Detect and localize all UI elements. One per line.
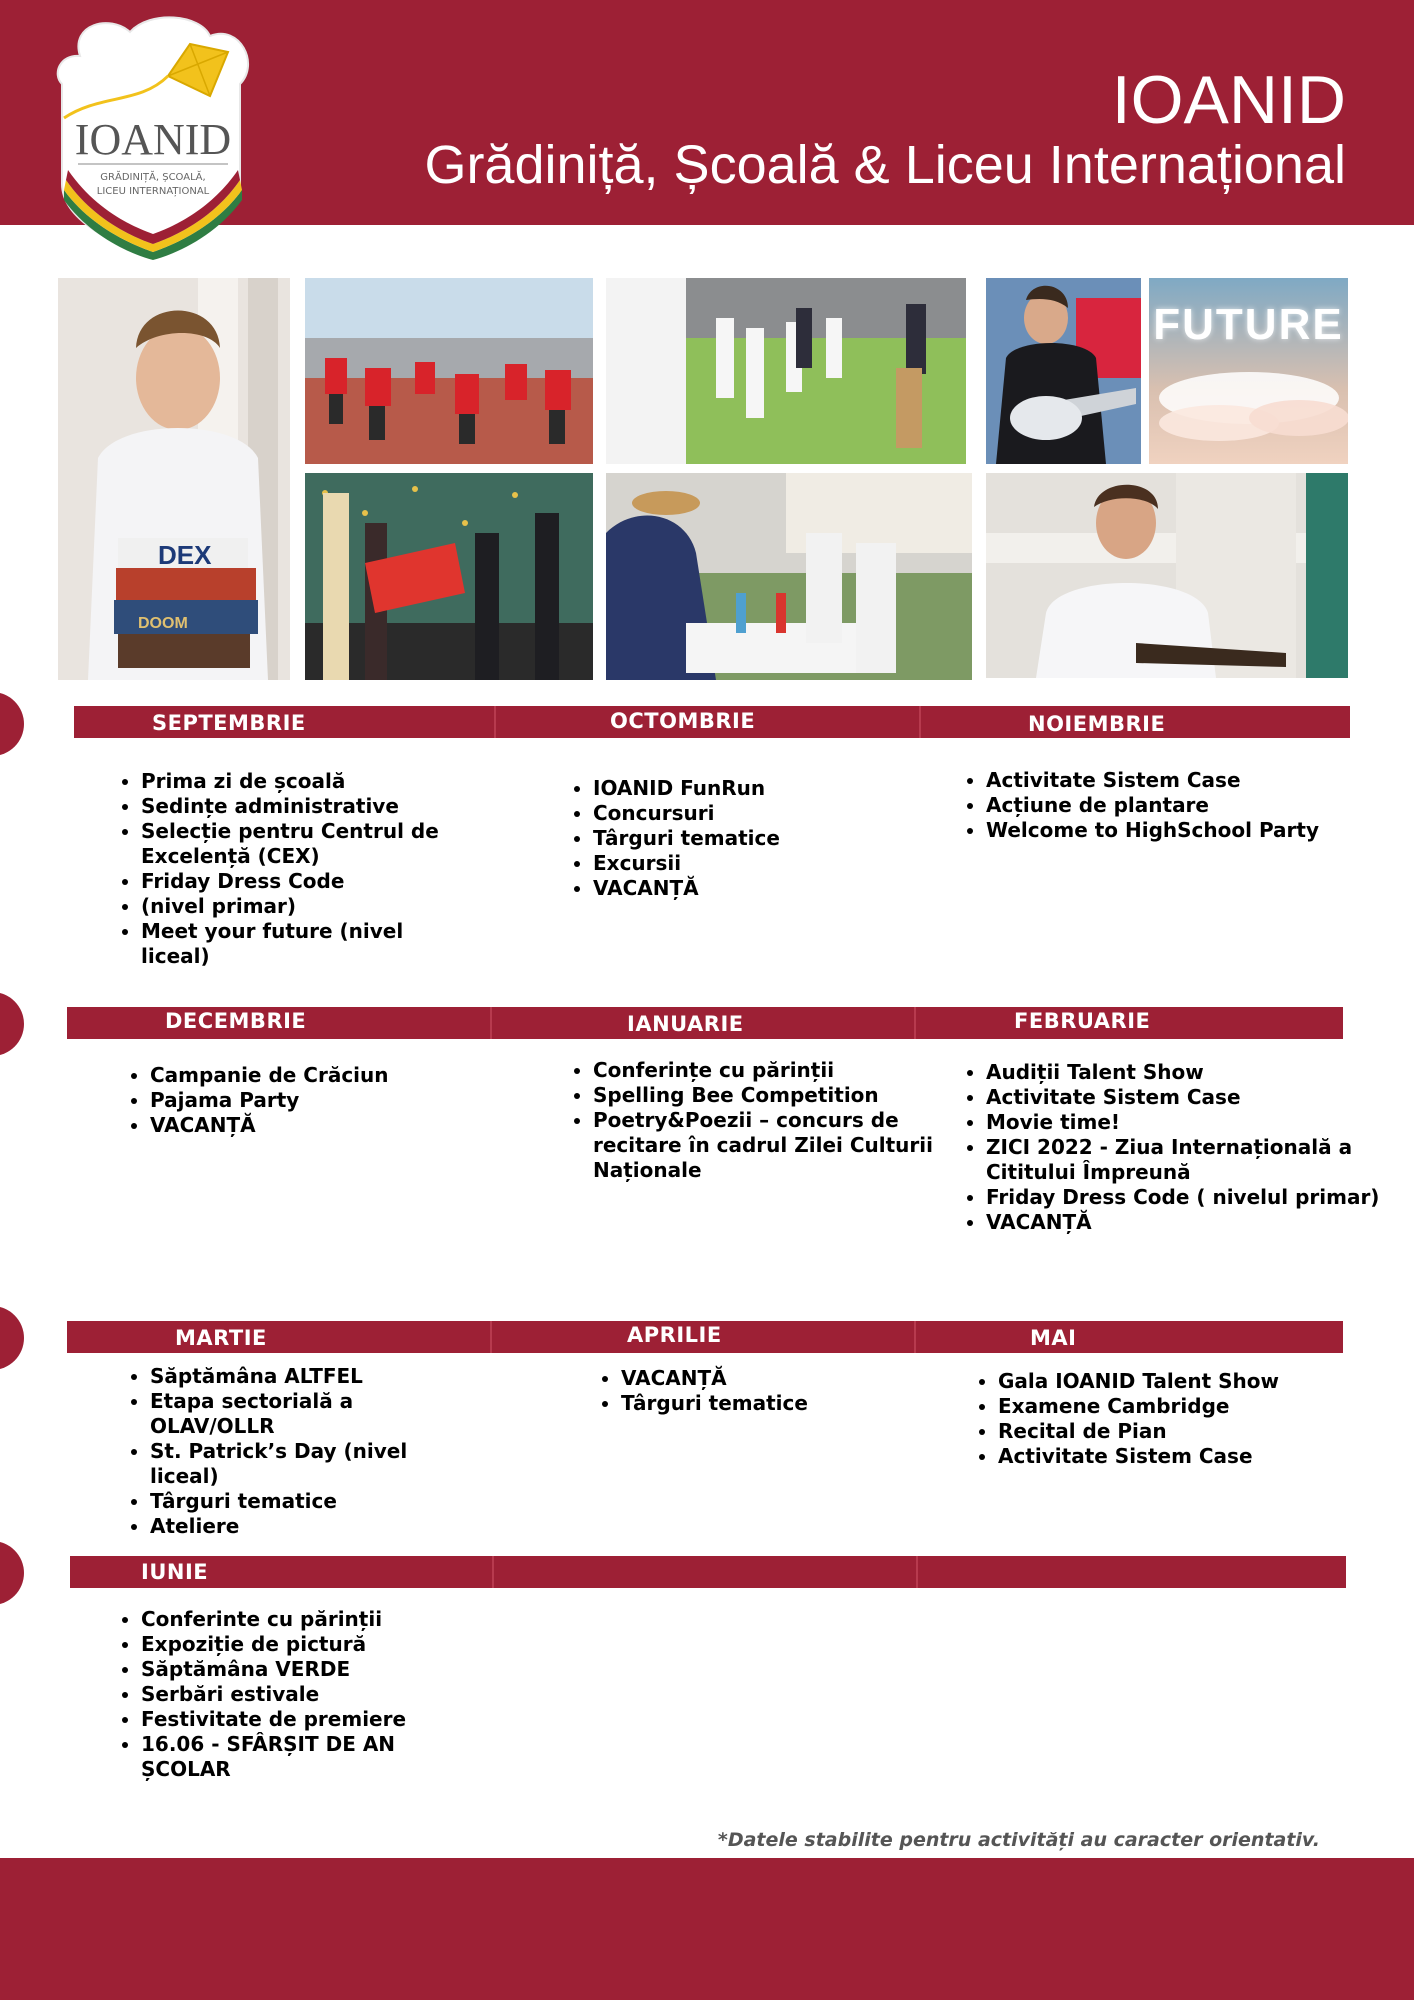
row-marker-3	[0, 1306, 24, 1370]
page-subtitle: Grădiniță, Școală & Liceu Internațional	[424, 135, 1346, 195]
month-label-decembrie: DECEMBRIE	[165, 1009, 307, 1033]
photo-teacher-guitar	[986, 473, 1348, 678]
activity-list-ianuarie	[565, 1058, 953, 1183]
list-item: • St. Patrick’s Day (nivel liceal)	[150, 1439, 470, 1489]
photo-science-fair	[606, 473, 972, 680]
list-item: • Săptămâna ALTFEL	[150, 1364, 470, 1389]
future-sign: FUTURE	[1153, 300, 1344, 349]
list-item: • Conferințe cu părinții	[593, 1058, 953, 1083]
activity-list-iunie	[113, 1607, 461, 1782]
book-label-dex: DEX	[158, 540, 212, 570]
photo-guitar	[986, 278, 1141, 464]
list-item: • Târguri tematice	[621, 1391, 941, 1416]
list-item: • VACANȚĂ	[593, 876, 953, 901]
row-marker-1	[0, 692, 24, 756]
list-item: • Activitate Sistem Case	[986, 768, 1386, 793]
activity-list-noiembrie	[958, 768, 1386, 843]
list-item: • Săptămâna VERDE	[141, 1657, 461, 1682]
list-item: • VACANȚĂ	[150, 1113, 490, 1138]
list-item: • Campanie de Crăciun	[150, 1063, 490, 1088]
list-item: • Movie time!	[986, 1110, 1386, 1135]
month-label-iunie: IUNIE	[141, 1560, 209, 1584]
list-item: • Examene Cambridge	[998, 1394, 1378, 1419]
list-item: • Gala IOANID Talent Show	[998, 1369, 1378, 1394]
school-logo	[50, 14, 256, 260]
list-item: • Conferinte cu părinții	[141, 1607, 461, 1632]
disclaimer-note: *Datele stabilite pentru activități au caracter orientativ.	[717, 1829, 1320, 1851]
row-marker-2	[0, 992, 24, 1056]
row-marker-4	[0, 1541, 24, 1605]
activity-list-mai	[970, 1369, 1378, 1469]
list-item: • Sedințe administrative	[141, 794, 461, 819]
photo-future-sky	[1149, 278, 1348, 464]
list-item: • Meet your future (nivel liceal)	[141, 919, 461, 969]
activity-list-decembrie	[122, 1063, 490, 1138]
list-item: • Serbări estivale	[141, 1682, 461, 1707]
activity-list-septembrie	[113, 769, 461, 969]
month-label-septembrie: SEPTEMBRIE	[152, 711, 306, 735]
list-item: • 16.06 - SFÂRȘIT DE AN ȘCOLAR	[141, 1732, 461, 1782]
footer-band	[0, 1858, 1414, 2000]
page-title: IOANID	[1111, 62, 1346, 138]
month-label-ianuarie: IANUARIE	[627, 1012, 744, 1036]
list-item: • Recital de Pian	[998, 1419, 1378, 1444]
list-item: • Etapa sectorială a OLAV/OLLR	[150, 1389, 470, 1439]
photo-stage-show	[305, 473, 593, 680]
activity-list-martie	[122, 1364, 470, 1539]
list-item: • VACANȚĂ	[621, 1366, 941, 1391]
activity-list-februarie	[958, 1060, 1386, 1235]
list-item: • IOANID FunRun	[593, 776, 953, 801]
list-item: • Concursuri	[593, 801, 953, 826]
svg-text:IOANID: IOANID	[74, 115, 232, 164]
list-item: • Poetry&Poezii – concurs de recitare în cadrul Zilei Culturii Naționale	[593, 1108, 953, 1183]
list-item: • Spelling Bee Competition	[593, 1083, 953, 1108]
photo-outdoor-circle	[606, 278, 966, 464]
month-label-martie: MARTIE	[175, 1326, 267, 1350]
activity-list-aprilie	[593, 1366, 941, 1416]
month-bar-row-4	[70, 1556, 1346, 1588]
list-item: • Activitate Sistem Case	[998, 1444, 1378, 1469]
activity-list-octombrie	[565, 776, 953, 901]
month-label-februarie: FEBRUARIE	[1014, 1009, 1151, 1033]
list-item: • Excursii	[593, 851, 953, 876]
list-item: • Friday Dress Code	[141, 869, 461, 894]
svg-text:GRĂDINIȚĂ, ȘCOALĂ,: GRĂDINIȚĂ, ȘCOALĂ,	[100, 172, 206, 183]
month-label-mai: MAI	[1030, 1326, 1077, 1350]
list-item: • Festivitate de premiere	[141, 1707, 461, 1732]
list-item: • Pajama Party	[150, 1088, 490, 1113]
list-item: • Ateliere	[150, 1514, 470, 1539]
list-item: • (nivel primar)	[141, 894, 461, 919]
book-label-doom: DOOM	[138, 615, 188, 632]
list-item: • Prima zi de școală	[141, 769, 461, 794]
list-item: • Acțiune de plantare	[986, 793, 1386, 818]
month-label-aprilie: APRILIE	[627, 1323, 722, 1347]
svg-text:LICEU INTERNAȚIONAL: LICEU INTERNAȚIONAL	[96, 186, 210, 197]
month-label-octombrie: OCTOMBRIE	[610, 709, 756, 733]
list-item: • Audiții Talent Show	[986, 1060, 1386, 1085]
list-item: • ZICI 2022 - Ziua Internațională a Cititului Împreună	[986, 1135, 1386, 1185]
list-item: • Activitate Sistem Case	[986, 1085, 1386, 1110]
photo-student-books	[58, 278, 290, 680]
photo-funrun	[305, 278, 593, 464]
list-item: • Selecție pentru Centrul de Excelență (CEX)	[141, 819, 461, 869]
list-item: • Friday Dress Code ( nivelul primar)	[986, 1185, 1386, 1210]
list-item: • Welcome to HighSchool Party	[986, 818, 1386, 843]
month-label-noiembrie: NOIEMBRIE	[1028, 712, 1166, 736]
list-item: • Târguri tematice	[593, 826, 953, 851]
list-item: • Expoziție de pictură	[141, 1632, 461, 1657]
list-item: • Târguri tematice	[150, 1489, 470, 1514]
list-item: • VACANȚĂ	[986, 1210, 1386, 1235]
